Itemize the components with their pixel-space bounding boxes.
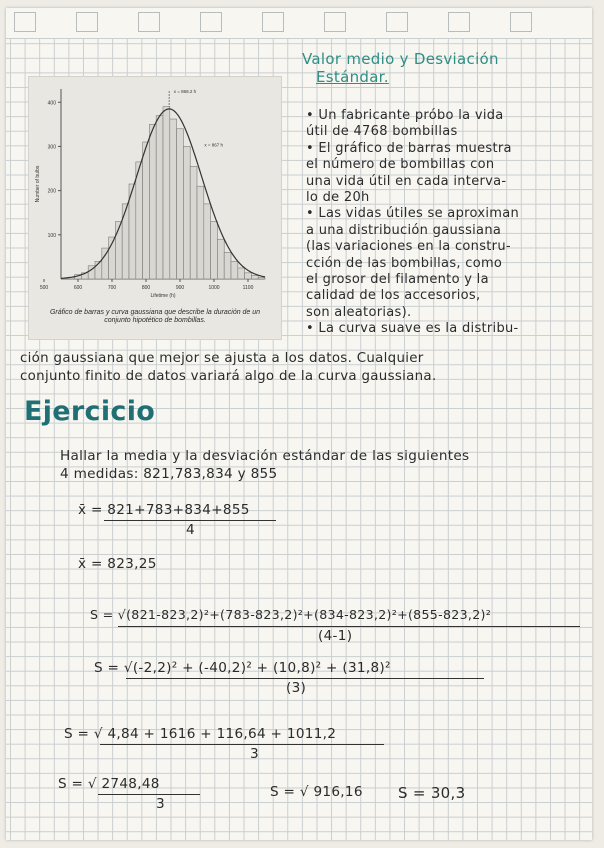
histogram-bar (197, 186, 204, 279)
notes-line: • El gráfico de barras muestra (306, 140, 512, 156)
header-box (324, 12, 346, 32)
std-step-2-numerator: S = √(-2,2)² + (-40,2)² + (10,8)² + (31,8)² (94, 660, 391, 676)
std-step-4-numerator: S = √ 2748,48 (58, 776, 160, 792)
std-step-2-denominator: (3) (286, 680, 307, 696)
header-box (386, 12, 408, 32)
notes-line: • Las vidas útiles se aproximan (306, 206, 520, 222)
header-box (262, 12, 284, 32)
y-tick-label: 200 (47, 188, 56, 195)
x-tick-label: 1000 (208, 285, 220, 291)
exercise-statement-1: Hallar la media y la desviación estándar de las siguientes (60, 448, 470, 464)
histogram-bar (177, 129, 184, 279)
histogram-bar (143, 142, 150, 279)
histogram-bar (224, 252, 231, 279)
std-step-4-denominator: 3 (156, 796, 165, 812)
std-step-5: S = √ 916,16 (270, 784, 363, 800)
header-band (6, 8, 592, 39)
header-box (448, 12, 470, 32)
notes-title: Valor medio y Desviación (302, 50, 499, 68)
histogram-bar (245, 273, 252, 279)
header-box (14, 12, 36, 32)
mean-formula-denominator: 4 (186, 522, 195, 538)
exercise-statement-2: 4 medidas: 821,783,834 y 855 (60, 466, 278, 482)
histogram-chart (29, 77, 281, 307)
notes-line: a una distribución gaussiana (306, 222, 502, 238)
annotation-sigma: x = 867 h (204, 142, 224, 148)
histogram-bar (149, 124, 156, 279)
histogram-bar (170, 119, 177, 279)
std-step-1-denominator: (4-1) (318, 628, 353, 644)
x-tick-label: 600 (73, 285, 83, 291)
notes-line: el grosor del filamento y la (306, 272, 489, 287)
annotation-mean: x = 868.2 h (173, 89, 197, 94)
notes-full-line-1: ción gaussiana que mejor se ajusta a los datos. Cualquier (20, 351, 424, 366)
y-tick-label: 300 (47, 144, 56, 151)
histogram-bar (238, 268, 245, 279)
histogram-bar (102, 248, 109, 279)
figure-caption: Gráfico de barras y curva gaussiana que describe la duración de un conjunto hipotético de bombillas. (49, 309, 261, 324)
notebook-page (6, 8, 592, 840)
histogram-bar (156, 116, 163, 279)
histogram-bar (251, 275, 258, 279)
histogram-bar (136, 162, 143, 279)
mean-result: x̄ = 823,25 (78, 556, 157, 572)
x-tick-label: 900 (175, 285, 185, 291)
x-tick-label: 1100 (242, 285, 254, 291)
std-step-3-numerator: S = √ 4,84 + 1616 + 116,64 + 1011,2 (64, 726, 337, 742)
histogram-bar (217, 239, 224, 279)
notes-line: • Un fabricante próbo la vida (306, 108, 504, 123)
notes-line: una vida útil en cada interva- (306, 173, 507, 189)
header-box (510, 12, 532, 32)
notes-line: son aleatorias). (306, 304, 412, 320)
header-box (200, 12, 222, 32)
x-tick-label: 800 (141, 285, 151, 291)
notes-line: útil de 4768 bombillas (306, 124, 458, 140)
notes-line: calidad de los accesorios, (306, 288, 481, 304)
std-final-result: S = 30,3 (398, 784, 466, 802)
std-step-4-bar (98, 794, 200, 795)
notes-line: cción de las bombillas, como (306, 255, 503, 271)
std-step-1-numerator: S = √(821-823,2)²+(783-823,2)²+(834-823,2)²+(855-823,2)² (90, 607, 492, 622)
notes-line: (las variaciones en la constru- (306, 239, 511, 255)
x-tick-label: 500 (39, 285, 49, 291)
y-tick-label: 400 (47, 100, 56, 107)
histogram-bar (190, 166, 197, 279)
notes-title-2: Estándar. (316, 68, 389, 86)
histogram-bar (122, 204, 129, 279)
histogram-bar (204, 204, 211, 279)
notes-line: • La curva suave es la distribu- (306, 321, 519, 337)
x-tick-label: 700 (107, 285, 117, 291)
std-step-3-denominator: 3 (250, 746, 259, 762)
notes-line: el número de bombillas con (306, 157, 495, 173)
x-axis-label: Lifetime (h) (150, 293, 176, 299)
lifetime-histogram-figure (28, 76, 282, 340)
notes-line: lo de 20h (306, 190, 370, 205)
mean-formula-numerator: x̄ = 821+783+834+855 (78, 502, 250, 518)
histogram-bar (163, 107, 170, 279)
histogram-bar (258, 278, 265, 279)
histogram-bar (115, 222, 122, 279)
header-box (76, 12, 98, 32)
y-axis-label: Number of bulbs (35, 165, 41, 203)
histogram-bar (231, 261, 238, 279)
histogram-bar (183, 146, 190, 279)
header-box (138, 12, 160, 32)
std-step-3-bar (100, 744, 384, 745)
exercise-title: Ejercicio (24, 396, 156, 427)
y-tick-label: 100 (47, 232, 56, 239)
histogram-bar (211, 222, 218, 279)
notes-full-line-2: conjunto finito de datos variará algo de la curva gaussiana. (20, 369, 437, 384)
